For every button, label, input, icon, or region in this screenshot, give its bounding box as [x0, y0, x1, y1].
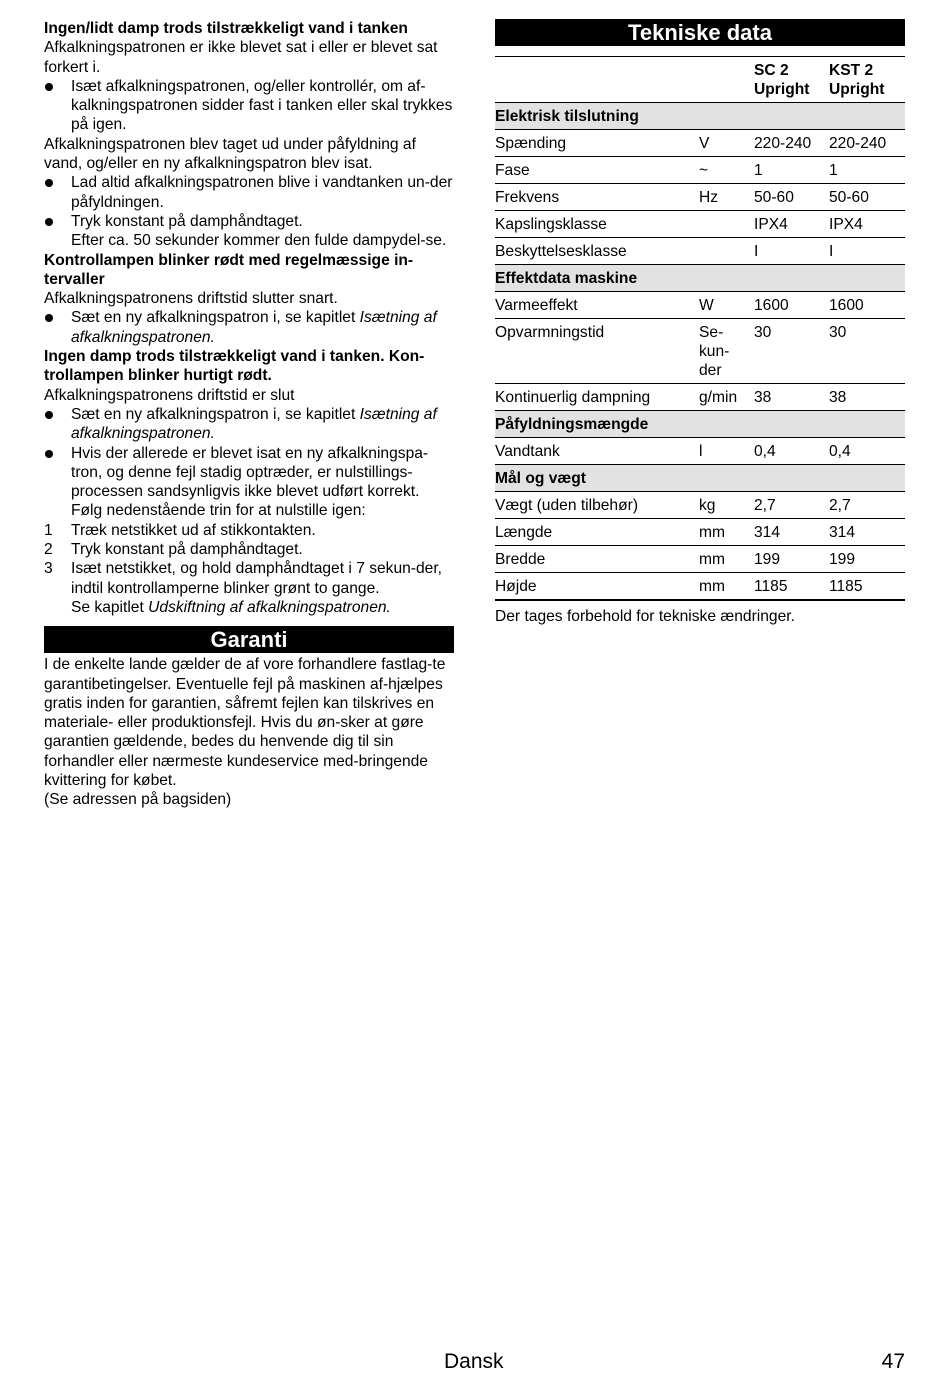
- section-title: Elektrisk tilslutning: [495, 103, 905, 130]
- row-label: Højde: [495, 573, 699, 601]
- row-value-kst2: 199: [829, 546, 905, 573]
- bullet-continuation: Efter ca. 50 sekunder kommer den fulde dampydel-se.: [71, 232, 447, 250]
- row-label: Frekvens: [495, 184, 699, 211]
- table-row: [495, 292, 905, 319]
- heading-no-steam: Ingen damp trods tilstrækkeligt vand i tanken. Kon-trollampen blinker hurtigt rødt.: [44, 348, 425, 385]
- table-row: [495, 211, 905, 238]
- row-label: Kapslingsklasse: [495, 211, 699, 238]
- step-text: Isæt netstikket, og hold damphåndtaget i 7 sekun-der, indtil kontrollamperne blinker grønt to gange.: [71, 560, 443, 597]
- step-text: Tryk konstant på damphåndtaget.: [71, 541, 303, 559]
- row-value-sc2: 2,7: [754, 492, 829, 519]
- table-section-row: [495, 103, 905, 130]
- tech-data-table: [495, 56, 905, 601]
- chapter-reference: Udskiftning af afkalkningspatronen.: [148, 598, 391, 616]
- numbered-step: [44, 521, 454, 540]
- heading-little-steam: Ingen/lidt damp trods tilstrækkeligt vand i tanken: [44, 20, 408, 37]
- chapter-reference: Isætning af afkalkningspatronen.: [71, 405, 437, 443]
- table-row: [495, 130, 905, 157]
- row-value-sc2: 314: [754, 519, 829, 546]
- row-unit: l: [699, 438, 754, 465]
- bullet-item: [44, 173, 454, 212]
- step-continuation: [44, 598, 454, 617]
- bullet-text: Lad altid afkalkningspatronen blive i vandtanken un-der påfyldningen.: [71, 174, 453, 211]
- header-cell: [699, 57, 754, 103]
- row-value-kst2: 50-60: [829, 184, 905, 211]
- row-value-kst2: I: [829, 238, 905, 265]
- step-number: 2: [44, 541, 53, 559]
- row-value-sc2: 50-60: [754, 184, 829, 211]
- header-sc2: SC 2 Upright: [754, 57, 829, 103]
- tech-footnote: Der tages forbehold for tekniske ændringer.: [495, 608, 795, 625]
- bullet-icon: [45, 450, 53, 458]
- row-value-kst2: 314: [829, 519, 905, 546]
- row-unit: [699, 238, 754, 265]
- row-value-sc2: 1185: [754, 573, 829, 601]
- row-value-sc2: 38: [754, 384, 829, 411]
- table-row: [495, 184, 905, 211]
- section-title: Mål og vægt: [495, 465, 905, 492]
- row-label: Varmeeffekt: [495, 292, 699, 319]
- numbered-step: [44, 559, 454, 598]
- bullet-text: Hvis der allerede er blevet isat en ny afkalkningspa-tron, og denne fejl stadig optræder, er nulstillings-processen sandsynligvis ikke blevet udført korrekt. Følg nedenstående trin for at nulstille igen:: [71, 444, 429, 520]
- row-value-sc2: 1: [754, 157, 829, 184]
- row-label: Længde: [495, 519, 699, 546]
- row-label: Opvarmningstid: [495, 319, 699, 384]
- row-label: Bredde: [495, 546, 699, 573]
- table-section-row: [495, 411, 905, 438]
- bullet-item: [44, 77, 454, 135]
- row-unit: W: [699, 292, 754, 319]
- row-label: Vægt (uden tilbehør): [495, 492, 699, 519]
- row-value-sc2: I: [754, 238, 829, 265]
- table-row: [495, 546, 905, 573]
- row-value-sc2: 0,4: [754, 438, 829, 465]
- row-unit: mm: [699, 519, 754, 546]
- row-label: Spænding: [495, 130, 699, 157]
- bullet-item: [44, 405, 454, 444]
- table-row: [495, 157, 905, 184]
- step-text: Træk netstikket ud af stikkontakten.: [71, 521, 316, 539]
- page-number: 47: [881, 1350, 905, 1373]
- cause-text: Afkalkningspatronen er ikke blevet sat i eller er blevet sat forkert i.: [44, 39, 438, 76]
- row-unit: ~: [699, 157, 754, 184]
- bullet-icon: [45, 179, 53, 187]
- row-value-kst2: 38: [829, 384, 905, 411]
- row-unit: Hz: [699, 184, 754, 211]
- bullet-icon: [45, 314, 53, 322]
- row-unit: mm: [699, 546, 754, 573]
- bullet-item: [44, 444, 454, 521]
- row-value-kst2: 220-240: [829, 130, 905, 157]
- bullet-text: Sæt en ny afkalkningspatron i, se kapitlet: [71, 405, 360, 423]
- garanti-heading: Garanti: [44, 626, 454, 653]
- row-value-kst2: 1185: [829, 573, 905, 601]
- bullet-icon: [45, 83, 53, 91]
- bullet-text: Isæt afkalkningspatronen, og/eller kontrollér, om af-kalkningspatronen sidder fast i tanken eller skal trykkes på igen.: [71, 77, 453, 134]
- row-label: Beskyttelsesklasse: [495, 238, 699, 265]
- tech-data-heading: Tekniske data: [495, 19, 905, 46]
- section-title: Påfyldningsmængde: [495, 411, 905, 438]
- header-kst2: KST 2 Upright: [829, 57, 905, 103]
- numbered-step: [44, 540, 454, 559]
- bullet-icon: [45, 218, 53, 226]
- step-text: Se kapitlet: [71, 598, 149, 616]
- table-row: [495, 573, 905, 601]
- row-value-kst2: 2,7: [829, 492, 905, 519]
- row-unit: mm: [699, 573, 754, 601]
- garanti-text: I de enkelte lande gælder de af vore forhandlere fastlag-te garantibetingelser. Eventuelle fejl på maskinen af-hjælpes gratis inden for garantien, såfremt fejlen kan tilskrives en materiale- eller produktionsfejl. Hvis du øn-sker at gøre garantien gældende, bedes du henvende dig til sin forhandler eller nærmeste kundeservice med-bringende kvittering for købet.: [44, 656, 446, 789]
- row-value-sc2: 199: [754, 546, 829, 573]
- row-label: Fase: [495, 157, 699, 184]
- bullet-icon: [45, 411, 53, 419]
- bullet-item: [44, 308, 454, 347]
- row-label: Kontinuerlig dampning: [495, 384, 699, 411]
- table-header-row: [495, 57, 905, 103]
- cause-text: Afkalkningspatronens driftstid slutter snart.: [44, 290, 338, 308]
- row-value-kst2: 0,4: [829, 438, 905, 465]
- row-unit: kg: [699, 492, 754, 519]
- table-row: [495, 519, 905, 546]
- step-number: 1: [44, 521, 53, 539]
- row-value-kst2: 1600: [829, 292, 905, 319]
- left-column: [44, 19, 454, 810]
- cause-text: Afkalkningspatronen blev taget ud under påfyldning af vand, og/eller en ny afkalkningspatron blev isat.: [44, 135, 416, 173]
- row-value-sc2: 1600: [754, 292, 829, 319]
- row-label: Vandtank: [495, 438, 699, 465]
- garanti-address: (Se adressen på bagsiden): [44, 791, 232, 809]
- heading-lamp-regular: Kontrollampen blinker rødt med regelmæssige in-tervaller: [44, 251, 414, 288]
- cause-text: Afkalkningspatronens driftstid er slut: [44, 386, 295, 404]
- row-unit: V: [699, 130, 754, 157]
- table-row: [495, 238, 905, 265]
- step-number: 3: [44, 560, 53, 578]
- row-value-sc2: 220-240: [754, 130, 829, 157]
- bullet-text: Tryk konstant på damphåndtaget.: [71, 212, 303, 230]
- table-row: [495, 384, 905, 411]
- table-row: [495, 319, 905, 384]
- bullet-text: Sæt en ny afkalkningspatron i, se kapitlet: [71, 309, 360, 327]
- row-value-kst2: 30: [829, 319, 905, 384]
- footer-language: Dansk: [444, 1350, 504, 1373]
- row-unit: g/min: [699, 384, 754, 411]
- row-unit: Se- kun- der: [699, 319, 754, 384]
- header-cell: [495, 57, 699, 103]
- bullet-item: [44, 212, 454, 231]
- chapter-reference: Isætning af afkalkningspatronen.: [71, 309, 437, 346]
- table-row: [495, 438, 905, 465]
- table-row: [495, 492, 905, 519]
- row-value-sc2: 30: [754, 319, 829, 384]
- right-column: [495, 19, 905, 626]
- row-value-sc2: IPX4: [754, 211, 829, 238]
- table-section-row: [495, 465, 905, 492]
- row-unit: [699, 211, 754, 238]
- table-section-row: [495, 265, 905, 292]
- section-title: Effektdata maskine: [495, 265, 905, 292]
- row-value-kst2: 1: [829, 157, 905, 184]
- row-value-kst2: IPX4: [829, 211, 905, 238]
